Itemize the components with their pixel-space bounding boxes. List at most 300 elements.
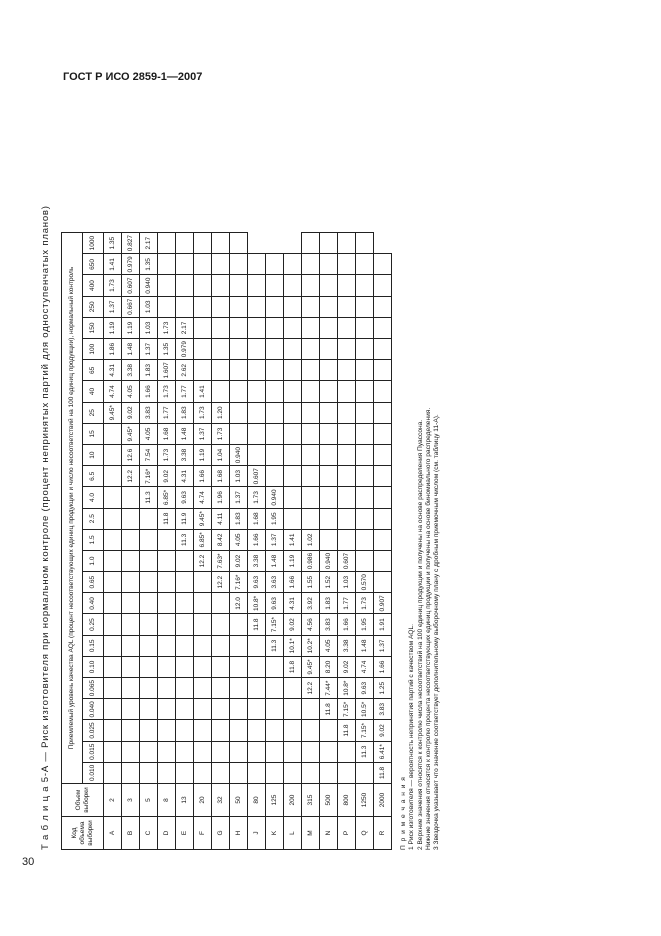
risk-value-cell: 1.86 bbox=[104, 339, 122, 360]
risk-value-cell: 4.31 bbox=[176, 466, 194, 487]
sample-code-cell: P bbox=[338, 817, 356, 850]
risk-value-cell: 1.66 bbox=[194, 466, 212, 487]
sample-size-cell: 20 bbox=[194, 784, 212, 817]
risk-value-cell bbox=[374, 529, 392, 550]
risk-value-cell bbox=[284, 508, 302, 529]
risk-value-cell: 1.41 bbox=[104, 254, 122, 275]
risk-value-cell bbox=[284, 423, 302, 444]
risk-value-cell: 1.03 bbox=[140, 317, 158, 338]
risk-value-cell bbox=[158, 762, 176, 783]
risk-value-cell: 9.02 bbox=[230, 550, 248, 571]
risk-value-cell bbox=[374, 275, 392, 296]
risk-value-cell bbox=[176, 593, 194, 614]
aql-value: 1.0 bbox=[83, 550, 104, 571]
risk-value-cell bbox=[338, 275, 356, 296]
risk-value-cell: 1.77 bbox=[176, 381, 194, 402]
risk-value-cell: 12.2 bbox=[122, 466, 140, 487]
risk-value-cell bbox=[140, 762, 158, 783]
risk-value-cell: 11.8 bbox=[248, 614, 266, 635]
risk-value-cell: 4.05 bbox=[140, 423, 158, 444]
aql-value: 1000 bbox=[83, 233, 104, 254]
risk-value-cell bbox=[248, 635, 266, 656]
risk-value-cell bbox=[266, 741, 284, 762]
risk-value-cell: 11.3 bbox=[176, 529, 194, 550]
aql-value: 250 bbox=[83, 296, 104, 317]
risk-value-cell bbox=[284, 360, 302, 381]
sample-code-cell: A bbox=[104, 817, 122, 850]
risk-value-cell: 10.8* bbox=[338, 678, 356, 699]
risk-value-cell bbox=[284, 487, 302, 508]
sample-size-cell: 13 bbox=[176, 784, 194, 817]
risk-value-cell bbox=[194, 254, 212, 275]
table-row bbox=[122, 233, 140, 850]
risk-value-cell bbox=[176, 233, 194, 254]
risk-value-cell: 1.37 bbox=[104, 296, 122, 317]
risk-value-cell: 1.25 bbox=[374, 678, 392, 699]
note-3: 3 Звездочка указывает что значение соответствует дополнительному выборочному плану с дробным приемочным числом (см. таблицу 11-А). bbox=[433, 414, 441, 850]
risk-value-cell bbox=[284, 317, 302, 338]
risk-value-cell bbox=[320, 339, 338, 360]
risk-value-cell bbox=[302, 699, 320, 720]
risk-value-cell bbox=[230, 699, 248, 720]
risk-value-cell: 0.940 bbox=[140, 275, 158, 296]
risk-value-cell: 1.37 bbox=[194, 423, 212, 444]
risk-value-cell bbox=[194, 572, 212, 593]
aql-value: 40 bbox=[83, 381, 104, 402]
risk-value-cell: 1.73 bbox=[194, 402, 212, 423]
risk-value-cell bbox=[122, 572, 140, 593]
risk-value-cell bbox=[104, 550, 122, 571]
risk-value-cell bbox=[248, 381, 266, 402]
risk-value-cell: 0.940 bbox=[320, 550, 338, 571]
sample-code-cell: L bbox=[284, 817, 302, 850]
risk-value-cell bbox=[230, 614, 248, 635]
risk-value-cell: 1.77 bbox=[338, 593, 356, 614]
risk-value-cell bbox=[230, 741, 248, 762]
risk-value-cell bbox=[284, 445, 302, 466]
risk-value-cell: 1.95 bbox=[356, 614, 374, 635]
risk-value-cell bbox=[176, 572, 194, 593]
aql-value: 15 bbox=[83, 423, 104, 444]
risk-value-cell: 4.11 bbox=[212, 508, 230, 529]
aql-value: 150 bbox=[83, 317, 104, 338]
sample-size-cell: 8 bbox=[158, 784, 176, 817]
risk-value-cell bbox=[374, 572, 392, 593]
aql-value: 25 bbox=[83, 402, 104, 423]
risk-value-cell: 6.41* bbox=[374, 741, 392, 762]
risk-value-cell bbox=[356, 360, 374, 381]
risk-value-cell: 1.37 bbox=[266, 529, 284, 550]
risk-value-cell: 0.979 bbox=[122, 254, 140, 275]
risk-value-cell bbox=[374, 339, 392, 360]
table-row bbox=[248, 233, 266, 850]
risk-value-cell bbox=[284, 254, 302, 275]
aql-value: 2.5 bbox=[83, 508, 104, 529]
risk-value-cell bbox=[320, 360, 338, 381]
risk-value-cell: 1.37 bbox=[140, 339, 158, 360]
risk-value-cell: 10.5* bbox=[356, 699, 374, 720]
risk-value-cell: 1.35 bbox=[104, 233, 122, 254]
sample-code-cell: Q bbox=[356, 817, 374, 850]
risk-value-cell bbox=[230, 254, 248, 275]
risk-value-cell: 9.63 bbox=[248, 572, 266, 593]
risk-value-cell: 3.38 bbox=[176, 445, 194, 466]
risk-value-cell bbox=[140, 741, 158, 762]
risk-value-cell bbox=[140, 699, 158, 720]
risk-value-cell: 2.17 bbox=[176, 317, 194, 338]
risk-value-cell bbox=[158, 699, 176, 720]
page-number: 30 bbox=[22, 856, 35, 868]
risk-value-cell bbox=[194, 360, 212, 381]
risk-value-cell bbox=[266, 762, 284, 783]
sample-code-cell: E bbox=[176, 817, 194, 850]
aql-value: 0.65 bbox=[83, 572, 104, 593]
risk-value-cell bbox=[356, 402, 374, 423]
risk-value-cell bbox=[356, 466, 374, 487]
risk-value-cell: 1.73 bbox=[356, 593, 374, 614]
risk-value-cell bbox=[104, 635, 122, 656]
risk-value-cell: 9.63 bbox=[356, 678, 374, 699]
risk-value-cell bbox=[104, 593, 122, 614]
risk-value-cell bbox=[302, 233, 320, 254]
aql-value: 0.025 bbox=[83, 720, 104, 741]
risk-value-cell bbox=[320, 254, 338, 275]
aql-value: 400 bbox=[83, 275, 104, 296]
risk-value-cell: 1.73 bbox=[158, 445, 176, 466]
risk-value-cell bbox=[176, 720, 194, 741]
risk-value-cell: 1.73 bbox=[212, 423, 230, 444]
note-2b: Нижние значения относятся к контролю процента несоответствующих единиц продукции и получены на основе биномиального распределения. bbox=[424, 407, 432, 850]
risk-value-cell bbox=[374, 445, 392, 466]
risk-value-cell bbox=[248, 741, 266, 762]
risk-value-cell bbox=[302, 508, 320, 529]
risk-value-cell bbox=[194, 678, 212, 699]
risk-value-cell bbox=[338, 466, 356, 487]
col-header-code: Код объема выборки bbox=[62, 817, 104, 850]
sample-size-cell: 50 bbox=[230, 784, 248, 817]
risk-value-cell: 8.42 bbox=[212, 529, 230, 550]
sample-size-cell: 800 bbox=[338, 784, 356, 817]
aql-value: 0.015 bbox=[83, 741, 104, 762]
risk-value-cell bbox=[104, 741, 122, 762]
risk-value-cell bbox=[158, 550, 176, 571]
aql-value: 0.40 bbox=[83, 593, 104, 614]
sample-code-cell: J bbox=[248, 817, 266, 850]
risk-value-cell: 8.20 bbox=[320, 656, 338, 677]
risk-value-cell bbox=[122, 529, 140, 550]
risk-value-cell: 7.15* bbox=[338, 699, 356, 720]
risk-value-cell bbox=[338, 487, 356, 508]
risk-value-cell bbox=[212, 720, 230, 741]
risk-value-cell: 3.83 bbox=[374, 699, 392, 720]
risk-value-cell bbox=[176, 296, 194, 317]
risk-value-cell bbox=[338, 360, 356, 381]
risk-value-cell bbox=[248, 402, 266, 423]
risk-value-cell: 11.8 bbox=[158, 508, 176, 529]
risk-value-cell bbox=[158, 233, 176, 254]
risk-value-cell: 10.8* bbox=[248, 593, 266, 614]
sample-code-cell: K bbox=[266, 817, 284, 850]
risk-value-cell bbox=[230, 296, 248, 317]
risk-value-cell bbox=[230, 402, 248, 423]
risk-value-cell: 1.19 bbox=[104, 317, 122, 338]
risk-value-cell bbox=[302, 445, 320, 466]
risk-value-cell bbox=[356, 423, 374, 444]
aql-value: 10 bbox=[83, 445, 104, 466]
risk-value-cell bbox=[338, 529, 356, 550]
risk-value-cell: 1.48 bbox=[122, 339, 140, 360]
risk-value-cell: 1.83 bbox=[176, 402, 194, 423]
risk-value-cell: 3.63 bbox=[266, 572, 284, 593]
risk-value-cell: 7.63* bbox=[212, 550, 230, 571]
risk-value-cell bbox=[158, 529, 176, 550]
risk-value-cell: 1.20 bbox=[212, 402, 230, 423]
document-header: ГОСТ Р ИСО 2859-1—2007 bbox=[63, 71, 203, 83]
risk-value-cell bbox=[104, 487, 122, 508]
risk-value-cell bbox=[302, 720, 320, 741]
risk-value-cell bbox=[374, 381, 392, 402]
risk-value-cell bbox=[176, 635, 194, 656]
risk-value-cell bbox=[338, 317, 356, 338]
risk-value-cell bbox=[194, 339, 212, 360]
risk-value-cell: 9.02 bbox=[374, 720, 392, 741]
risk-value-cell: 9.63 bbox=[266, 593, 284, 614]
risk-value-cell bbox=[212, 233, 230, 254]
risk-value-cell: 10.2* bbox=[302, 635, 320, 656]
risk-value-cell: 1.68 bbox=[248, 508, 266, 529]
risk-value-cell bbox=[320, 720, 338, 741]
risk-value-cell bbox=[104, 529, 122, 550]
risk-value-cell bbox=[194, 614, 212, 635]
risk-value-cell bbox=[104, 508, 122, 529]
table-row bbox=[158, 233, 176, 850]
risk-value-cell: 9.63 bbox=[176, 487, 194, 508]
risk-value-cell: 1.48 bbox=[266, 550, 284, 571]
sample-size-cell: 32 bbox=[212, 784, 230, 817]
aql-value: 650 bbox=[83, 254, 104, 275]
risk-value-cell: 4.74 bbox=[104, 381, 122, 402]
risk-value-cell bbox=[320, 487, 338, 508]
risk-value-cell bbox=[104, 656, 122, 677]
risk-value-cell bbox=[356, 339, 374, 360]
risk-value-cell: 12.6 bbox=[122, 445, 140, 466]
table-row bbox=[194, 233, 212, 850]
risk-value-cell: 2.17 bbox=[140, 233, 158, 254]
risk-value-cell bbox=[104, 762, 122, 783]
sample-code-cell: B bbox=[122, 817, 140, 850]
risk-value-cell bbox=[212, 381, 230, 402]
table-row bbox=[266, 233, 284, 850]
risk-value-cell: 1.02 bbox=[302, 529, 320, 550]
risk-value-cell bbox=[248, 317, 266, 338]
risk-value-cell bbox=[266, 720, 284, 741]
risk-value-cell: 7.16* bbox=[230, 572, 248, 593]
risk-value-cell bbox=[338, 402, 356, 423]
risk-value-cell: 1.19 bbox=[284, 550, 302, 571]
risk-value-cell: 4.05 bbox=[320, 635, 338, 656]
risk-value-cell: 1.66 bbox=[374, 656, 392, 677]
risk-value-cell: 6.85* bbox=[158, 487, 176, 508]
risk-value-cell: 4.31 bbox=[284, 593, 302, 614]
table-row bbox=[284, 233, 302, 850]
risk-value-cell bbox=[284, 678, 302, 699]
table-row bbox=[302, 233, 320, 850]
aql-caption: Приемлемый уровень качества AQL (процент несоответствующих единиц продукции и число несоответствий на 100 единиц продукции), нормальный контроль bbox=[62, 233, 83, 784]
sample-size-cell: 80 bbox=[248, 784, 266, 817]
risk-value-cell bbox=[104, 720, 122, 741]
risk-value-cell bbox=[212, 614, 230, 635]
aql-value: 1.5 bbox=[83, 529, 104, 550]
risk-value-cell: 1.48 bbox=[356, 635, 374, 656]
risk-value-cell bbox=[266, 317, 284, 338]
risk-value-cell: 2.62 bbox=[176, 360, 194, 381]
rotated-table-block bbox=[40, 150, 640, 850]
risk-value-cell bbox=[194, 741, 212, 762]
risk-value-cell bbox=[230, 635, 248, 656]
risk-value-cell bbox=[302, 317, 320, 338]
risk-value-cell bbox=[320, 741, 338, 762]
table-title: Т а б л и ц а 5-А — Риск изготовителя при нормальном контроле (процент непринятых партий для одноступенчатых планов) bbox=[40, 205, 51, 850]
risk-value-cell bbox=[176, 699, 194, 720]
risk-value-cell bbox=[122, 720, 140, 741]
risk-value-cell bbox=[320, 381, 338, 402]
risk-value-cell bbox=[284, 296, 302, 317]
risk-value-cell bbox=[302, 360, 320, 381]
risk-value-cell bbox=[140, 508, 158, 529]
risk-value-cell bbox=[194, 593, 212, 614]
risk-value-cell: 1.03 bbox=[338, 572, 356, 593]
risk-value-cell bbox=[302, 487, 320, 508]
risk-value-cell bbox=[158, 593, 176, 614]
risk-value-cell: 1.03 bbox=[140, 296, 158, 317]
risk-value-cell bbox=[248, 656, 266, 677]
risk-value-cell: 9.45* bbox=[104, 402, 122, 423]
risk-value-cell: 1.55 bbox=[302, 572, 320, 593]
risk-value-cell bbox=[374, 296, 392, 317]
sample-code-cell: D bbox=[158, 817, 176, 850]
risk-value-cell bbox=[356, 317, 374, 338]
risk-value-cell: 1.95 bbox=[266, 508, 284, 529]
risk-value-cell bbox=[122, 656, 140, 677]
risk-value-cell bbox=[266, 296, 284, 317]
risk-value-cell: 12.0 bbox=[230, 593, 248, 614]
risk-value-cell bbox=[140, 572, 158, 593]
risk-value-cell bbox=[140, 678, 158, 699]
risk-value-cell: 0.570 bbox=[356, 572, 374, 593]
risk-value-cell: 1.73 bbox=[104, 275, 122, 296]
risk-value-cell bbox=[302, 275, 320, 296]
risk-value-cell: 12.2 bbox=[212, 572, 230, 593]
sample-size-cell: 125 bbox=[266, 784, 284, 817]
risk-value-cell: 9.02 bbox=[158, 466, 176, 487]
risk-value-cell bbox=[230, 423, 248, 444]
risk-value-cell bbox=[122, 550, 140, 571]
sample-code-cell: F bbox=[194, 817, 212, 850]
risk-value-cell bbox=[356, 445, 374, 466]
risk-value-cell bbox=[338, 762, 356, 783]
risk-value-cell: 0.607 bbox=[122, 275, 140, 296]
risk-value-cell: 11.3 bbox=[356, 741, 374, 762]
risk-value-cell bbox=[212, 762, 230, 783]
risk-value-cell bbox=[194, 317, 212, 338]
risk-value-cell bbox=[302, 466, 320, 487]
risk-value-cell: 1.52 bbox=[320, 572, 338, 593]
risk-value-cell bbox=[212, 635, 230, 656]
risk-value-cell bbox=[266, 445, 284, 466]
risk-value-cell bbox=[104, 466, 122, 487]
risk-value-cell bbox=[266, 423, 284, 444]
risk-value-cell bbox=[122, 741, 140, 762]
risk-value-cell: 3.38 bbox=[248, 550, 266, 571]
risk-value-cell: 0.907 bbox=[374, 593, 392, 614]
risk-value-cell bbox=[266, 466, 284, 487]
risk-value-cell bbox=[230, 656, 248, 677]
risk-value-cell bbox=[374, 360, 392, 381]
risk-value-cell bbox=[320, 508, 338, 529]
sample-size-cell: 2 bbox=[104, 784, 122, 817]
risk-value-cell: 1.41 bbox=[284, 529, 302, 550]
risk-value-cell bbox=[230, 381, 248, 402]
risk-value-cell bbox=[140, 529, 158, 550]
risk-value-cell bbox=[374, 508, 392, 529]
risk-value-cell bbox=[266, 678, 284, 699]
risk-value-cell: 11.3 bbox=[140, 487, 158, 508]
risk-value-cell: 10.1* bbox=[284, 635, 302, 656]
risk-value-cell bbox=[212, 699, 230, 720]
risk-value-cell bbox=[320, 275, 338, 296]
risk-value-cell: 1.66 bbox=[338, 614, 356, 635]
risk-value-cell: 1.77 bbox=[158, 402, 176, 423]
risk-value-cell: 7.15* bbox=[266, 614, 284, 635]
risk-value-cell bbox=[266, 402, 284, 423]
sample-code-cell: M bbox=[302, 817, 320, 850]
risk-value-cell bbox=[302, 296, 320, 317]
risk-value-cell bbox=[374, 550, 392, 571]
risk-value-cell: 1.83 bbox=[230, 508, 248, 529]
table-row bbox=[176, 233, 194, 850]
risk-value-cell bbox=[158, 656, 176, 677]
risk-value-cell: 4.74 bbox=[356, 656, 374, 677]
risk-value-cell bbox=[194, 720, 212, 741]
aql-value: 4.0 bbox=[83, 487, 104, 508]
risk-value-cell bbox=[158, 296, 176, 317]
risk-value-cell bbox=[140, 614, 158, 635]
risk-value-cell bbox=[284, 699, 302, 720]
risk-value-cell: 7.15* bbox=[356, 720, 374, 741]
risk-value-cell: 12.2 bbox=[194, 550, 212, 571]
risk-value-cell bbox=[158, 254, 176, 275]
risk-value-cell: 1.66 bbox=[248, 529, 266, 550]
risk-value-cell bbox=[230, 275, 248, 296]
risk-value-cell bbox=[158, 720, 176, 741]
risk-value-cell bbox=[176, 614, 194, 635]
risk-value-cell bbox=[230, 233, 248, 254]
risk-value-cell bbox=[266, 699, 284, 720]
risk-value-cell bbox=[266, 275, 284, 296]
risk-value-cell bbox=[266, 254, 284, 275]
sample-size-cell: 500 bbox=[320, 784, 338, 817]
risk-value-cell: 12.2 bbox=[302, 678, 320, 699]
risk-value-cell: 4.05 bbox=[230, 529, 248, 550]
risk-value-cell: 1.19 bbox=[194, 445, 212, 466]
risk-value-cell bbox=[176, 762, 194, 783]
risk-value-cell bbox=[374, 487, 392, 508]
table-row bbox=[338, 233, 356, 850]
risk-value-cell: 9.02 bbox=[284, 614, 302, 635]
risk-value-cell bbox=[140, 593, 158, 614]
risk-value-cell bbox=[104, 614, 122, 635]
risk-value-cell: 7.16* bbox=[140, 466, 158, 487]
